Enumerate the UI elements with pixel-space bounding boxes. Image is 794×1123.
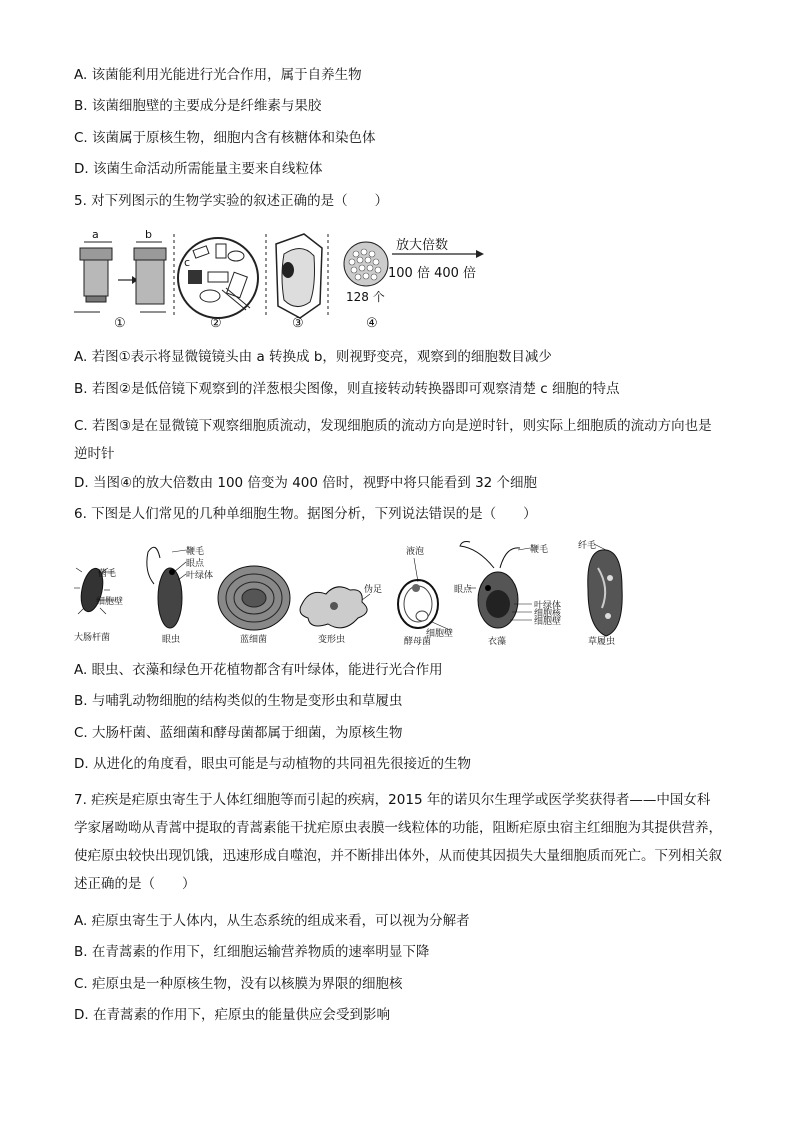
paramecium-part-1: 纤毛 xyxy=(578,541,597,551)
chlamy-part-3: 叶绿体 xyxy=(534,601,562,611)
chlamy-part-2: 眼点 xyxy=(454,585,473,595)
q5-option-b: B. 若图②是低倍镜下观察到的洋葱根尖图像，则直接转动转换器即可观察清楚 c 细胞的特点 xyxy=(74,381,620,397)
label-b: b xyxy=(145,228,152,241)
q6-stem: 6. 下图是人们常见的几种单细胞生物。据图分析，下列说法错误的是（ ） xyxy=(74,506,537,522)
euglena-name: 眼虫 xyxy=(162,635,181,645)
q4-option-c: C. 该菌属于原核生物，细胞内含有核糖体和染色体 xyxy=(74,130,376,146)
panel-number-4: ④ xyxy=(366,316,378,331)
panel-number-1: ① xyxy=(114,316,126,331)
q5-option-c: C. 若图③是在显微镜下观察细胞质流动，发现细胞质的流动方向是逆时针，则实际上细胞质的流动方向也是逆时针 xyxy=(74,418,712,462)
q6-figure xyxy=(74,538,654,650)
paramecium-drawing xyxy=(588,544,622,636)
yeast-part-2: 细胞壁 xyxy=(426,629,454,639)
amoeba-drawing xyxy=(300,587,370,628)
q4-option-a: A. 该菌能利用光能进行光合作用，属于自养生物 xyxy=(74,67,362,83)
q7-stem: 7. 疟疾是疟原虫寄生于人体红细胞等而引起的疾病，2015 年的诺贝尔生理学或医学奖获得者——中国女科学家屠呦呦从青蒿中提取的青蒿素能干扰疟原虫表膜一线粒体的功能，阻断疟原虫宿主红细胞为其提供营养，使疟原虫较快出现饥饿，迅速形成自噬泡，并不断排出体外，从而使其因损失大量细胞质而死亡。下列相关叙述正确的是（ ） xyxy=(74,792,722,892)
q5-figure xyxy=(70,226,490,334)
ecoli-part-2: 细胞壁 xyxy=(96,597,124,607)
cyano-drawing xyxy=(218,566,290,630)
q5-option-a: A. 若图①表示将显微镜镜头由 a 转换成 b，则视野变亮，观察到的细胞数目减少 xyxy=(74,349,552,365)
euglena-part-2: 眼点 xyxy=(186,559,205,569)
panel-number-2: ② xyxy=(210,316,222,331)
yeast-name: 酵母菌 xyxy=(404,637,432,647)
yeast-drawing xyxy=(398,558,450,630)
magnify-values: 100 倍 400 倍 xyxy=(388,266,477,281)
chlamy-part-5: 细胞壁 xyxy=(534,617,562,627)
panel-number-3: ③ xyxy=(292,316,304,331)
q7-option-c: C. 疟原虫是一种原核生物，没有以核膜为界限的细胞核 xyxy=(74,976,403,992)
euglena-part-3: 叶绿体 xyxy=(186,571,214,581)
amoeba-part-1: 伪足 xyxy=(364,585,383,595)
q6-option-b: B. 与哺乳动物细胞的结构类似的生物是变形虫和草履虫 xyxy=(74,693,403,709)
label-c: c xyxy=(184,256,191,269)
chlamy-part-4: 细胞核 xyxy=(534,609,562,619)
q4-option-d: D. 该菌生命活动所需能量主要来自线粒体 xyxy=(74,161,323,177)
chlamy-part-1: 鞭毛 xyxy=(530,545,549,555)
ecoli-part-1: 菌毛 xyxy=(98,569,117,579)
cyano-name: 蓝细菌 xyxy=(240,635,268,645)
q7-option-a: A. 疟原虫寄生于人体内，从生态系统的组成来看，可以视为分解者 xyxy=(74,913,470,929)
chlamy-name: 衣藻 xyxy=(488,637,507,647)
q6-option-a: A. 眼虫、衣藻和绿色开花植物都含有叶绿体，能进行光合作用 xyxy=(74,662,443,678)
q7-option-b: B. 在青蒿素的作用下，红细胞运输营养物质的速率明显下降 xyxy=(74,944,430,960)
amoeba-name: 变形虫 xyxy=(318,635,346,645)
ecoli-name: 大肠杆菌 xyxy=(74,633,111,643)
q6-option-d: D. 从进化的角度看，眼虫可能是与动植物的共同祖先很接近的生物 xyxy=(74,756,471,772)
label-a: a xyxy=(92,228,99,241)
yeast-part-1: 液泡 xyxy=(406,547,425,557)
q4-option-b: B. 该菌细胞壁的主要成分是纤维素与果胶 xyxy=(74,98,322,114)
q7-option-d: D. 在青蒿素的作用下，疟原虫的能量供应会受到影响 xyxy=(74,1007,390,1023)
q6-option-c: C. 大肠杆菌、蓝细菌和酵母菌都属于细菌，为原核生物 xyxy=(74,725,403,741)
paramecium-name: 草履虫 xyxy=(588,637,616,647)
magnify-title: 放大倍数 xyxy=(396,238,449,253)
cell-count: 128 个 xyxy=(346,290,385,304)
euglena-part-1: 鞭毛 xyxy=(186,547,205,557)
q5-stem: 5. 对下列图示的生物学实验的叙述正确的是（ ） xyxy=(74,193,389,209)
euglena-drawing xyxy=(147,547,186,628)
q5-option-d: D. 当图④的放大倍数由 100 倍变为 400 倍时，视野中将只能看到 32 个细胞 xyxy=(74,475,538,491)
